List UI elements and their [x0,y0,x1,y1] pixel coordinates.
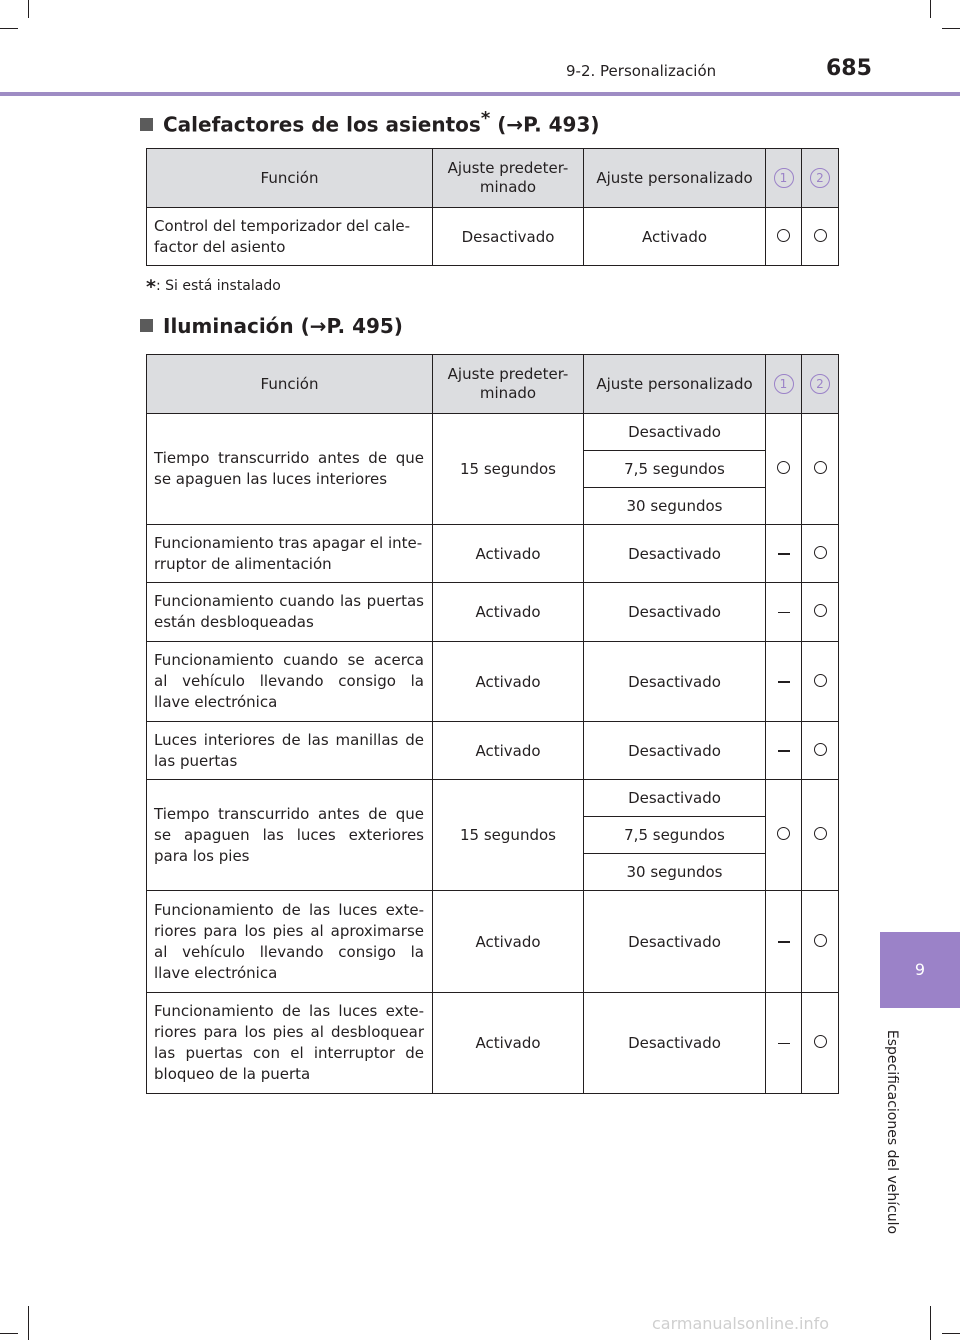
default-cell: Activado [433,525,584,583]
method-1-cell [766,780,802,891]
crop-mark [942,28,960,29]
custom-option-cell: 7,5 segundos [584,451,766,488]
method-2-cell [802,414,839,525]
default-cell: 15 segundos [433,414,584,525]
col-header-custom: Ajuste personalizado [584,149,766,208]
table-header-row [147,355,839,414]
table-row [147,208,839,266]
col-header-default: Ajuste predeter- minado [433,149,584,208]
table-header-row [147,149,839,208]
circle-mark-icon [814,674,827,687]
custom-option-cell: 7,5 segundos [584,817,766,854]
dash-mark-icon [778,681,790,683]
method-1-cell [766,525,802,583]
custom-cell: Desactivado [584,583,766,642]
default-cell: 15 segundos [433,780,584,891]
method-2-cell [802,208,839,266]
circle-mark-icon [777,229,790,242]
dash-mark-icon [778,941,790,943]
function-cell: Funcionamiento de las luces exte-riores para los pies al aproximarse al vehículo llevando consigo la llave electrónica [147,891,433,993]
section-heading-seat-heaters: Calefactores de los asientos* (→P. 493) [140,108,600,137]
custom-cell: Desactivado [584,722,766,780]
crop-mark [942,1333,960,1334]
section-heading-lighting: Iluminación (→P. 495) [140,314,403,338]
method-1-cell [766,993,802,1094]
col-header-method-2 [802,149,839,208]
circle-mark-icon [777,461,790,474]
table-row [147,993,839,1094]
default-cell: Activado [433,642,584,722]
function-cell: Funcionamiento cuando se acerca al vehículo llevando consigo la llave electrónica [147,642,433,722]
dash-mark-icon [778,1043,790,1045]
method-2-cell [802,642,839,722]
col-header-method-1 [766,355,802,414]
table-row [147,525,839,583]
method-1-cell [766,208,802,266]
custom-cell: Desactivado [584,891,766,993]
lighting-table [146,354,839,1094]
function-cell: Funcionamiento tras apagar el inte- rruptor de alimentación [147,525,433,583]
custom-cell: Activado [584,208,766,266]
custom-option-cell: 30 segundos [584,488,766,525]
col-header-function: Función [147,355,433,414]
circle-mark-icon [814,604,827,617]
method-1-cell [766,414,802,525]
method-1-icon: 1 [774,374,794,394]
table-row [147,642,839,722]
table-row [147,891,839,993]
table-row [147,414,839,451]
crop-mark [0,1333,18,1334]
circle-mark-icon [814,461,827,474]
section-header-title: 9-2. Personalización [566,62,717,80]
dash-mark-icon [778,553,790,555]
default-cell: Activado [433,722,584,780]
circle-mark-icon [814,934,827,947]
circle-mark-icon [814,827,827,840]
method-1-cell [766,891,802,993]
header-rule [0,92,960,96]
function-cell: Luces interiores de las manillas de las puertas [147,722,433,780]
chapter-side-label: Especificaciones del vehículo [884,1029,900,1235]
chapter-number: 9 [914,960,926,979]
square-bullet-icon [140,118,153,131]
function-cell: Tiempo transcurrido antes de que se apaguen las luces exteriores para los pies [147,780,433,891]
custom-cell: Desactivado [584,525,766,583]
function-cell: Funcionamiento cuando las puertas están desbloqueadas [147,583,433,642]
page-number: 685 [826,56,872,81]
dash-mark-icon [778,612,790,614]
custom-option-cell: Desactivado [584,780,766,817]
method-2-cell [802,891,839,993]
default-cell: Activado [433,583,584,642]
circle-mark-icon [814,546,827,559]
table-row [147,780,839,817]
col-header-default: Ajuste predeter- minado [433,355,584,414]
circle-mark-icon [814,743,827,756]
circle-mark-icon [777,827,790,840]
col-header-method-1 [766,149,802,208]
method-2-cell [802,722,839,780]
method-1-icon: 1 [774,168,794,188]
custom-cell: Desactivado [584,642,766,722]
method-2-icon: 2 [810,168,830,188]
default-cell: Activado [433,891,584,993]
custom-option-cell: Desactivado [584,414,766,451]
function-cell: Tiempo transcurrido antes de que se apaguen las luces interiores [147,414,433,525]
method-2-cell [802,780,839,891]
method-2-icon: 2 [810,374,830,394]
method-2-cell [802,525,839,583]
col-header-method-2 [802,355,839,414]
circle-mark-icon [814,1035,827,1048]
crop-mark [930,1306,931,1340]
default-cell: Activado [433,993,584,1094]
chapter-tab [880,932,960,1008]
watermark: carmanualsonline.info [652,1314,830,1333]
custom-cell: Desactivado [584,993,766,1094]
col-header-function: Función [147,149,433,208]
method-2-cell [802,993,839,1094]
function-cell: Funcionamiento de las luces exte-riores para los pies al desbloquear las puertas con el interruptor de bloqueo de la puerta [147,993,433,1094]
custom-option-cell: 30 segundos [584,854,766,891]
crop-mark [28,1306,29,1340]
seat-heaters-table [146,148,839,266]
table-row [147,583,839,642]
method-2-cell [802,583,839,642]
dash-mark-icon [778,750,790,752]
method-1-cell [766,642,802,722]
table-row [147,722,839,780]
col-header-custom: Ajuste personalizado [584,355,766,414]
function-cell: Control del temporizador del cale- factor del asiento [147,208,433,266]
crop-mark [28,0,29,18]
crop-mark [0,28,18,29]
crop-mark [930,0,931,18]
default-cell: Desactivado [433,208,584,266]
method-1-cell [766,722,802,780]
method-1-cell [766,583,802,642]
circle-mark-icon [814,229,827,242]
footnote: *: Si está instalado [146,276,281,298]
square-bullet-icon [140,319,153,332]
